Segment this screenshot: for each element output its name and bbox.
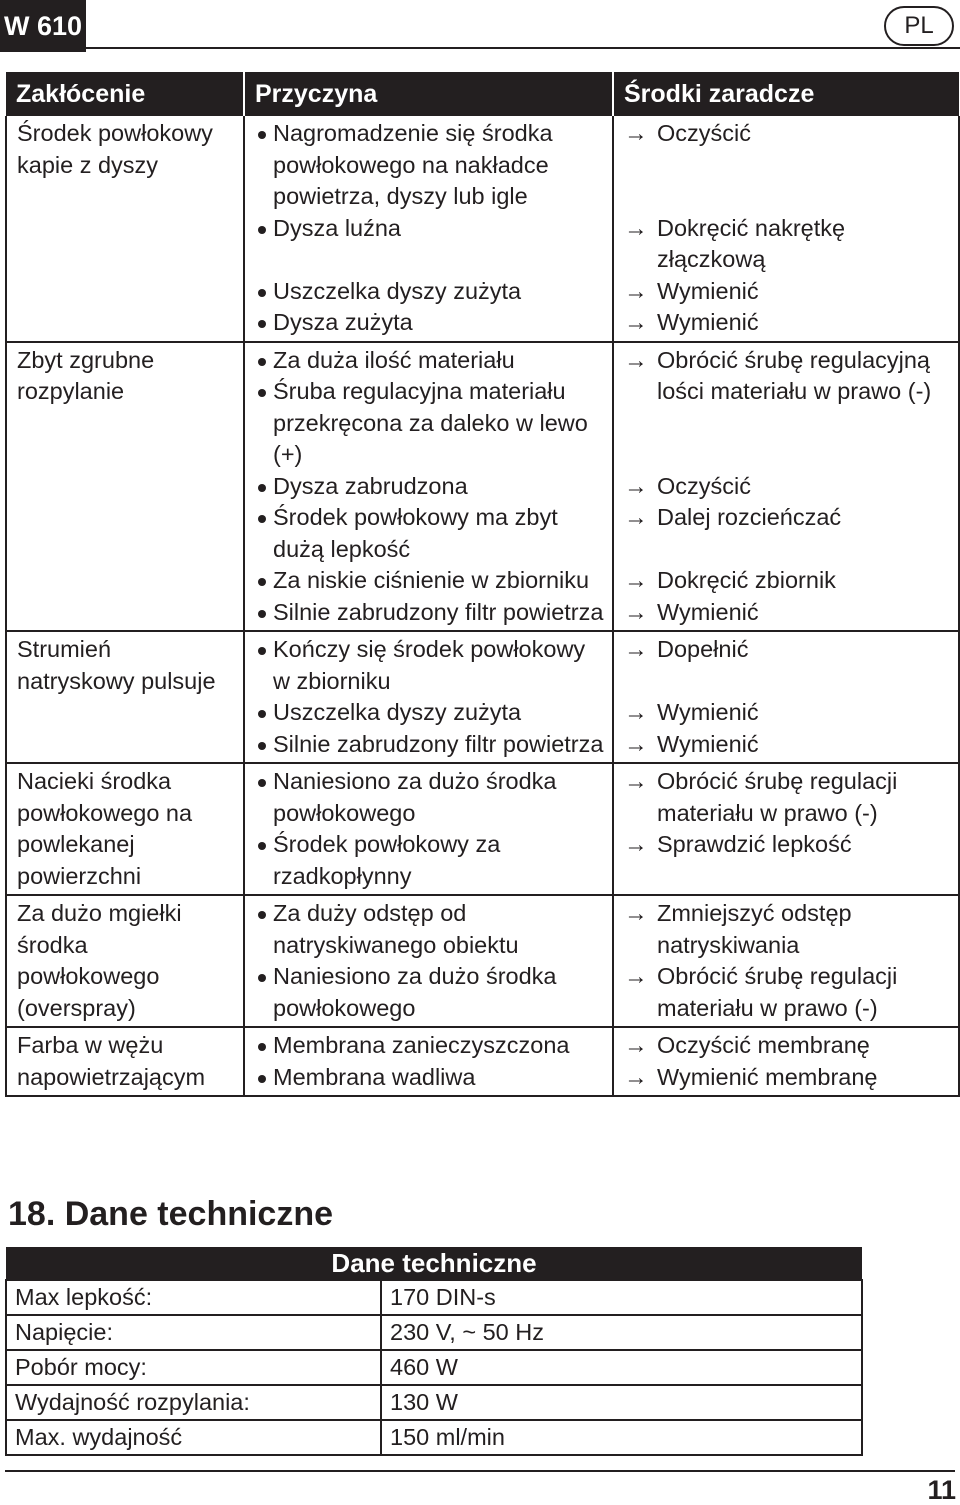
table-row — [6, 1420, 862, 1455]
table-row — [6, 631, 959, 763]
language-badge: PL — [884, 6, 954, 46]
tech-table-header: Dane techniczne — [6, 1247, 862, 1280]
table-row — [6, 342, 959, 632]
remedy-item: → Wymienić membranę — [624, 1062, 950, 1094]
remedy-cell — [613, 1027, 959, 1096]
remedy-cell — [613, 116, 959, 342]
spec-label: Napięcie: — [6, 1315, 381, 1350]
cause-item: Naniesiono za dużo środka powłokowego — [255, 766, 604, 829]
cause-item: Za niskie ciśnienie w zbiorniku — [255, 565, 604, 597]
table-row — [6, 1315, 862, 1350]
tech-header-row — [6, 1247, 862, 1280]
remedy-item: → Obrócić śrubę regulacyjną lości materiału w prawo (-) — [624, 345, 950, 408]
cause-item: Silnie zabrudzony filtr powietrza — [255, 597, 604, 629]
cause-item: Środek powłokowy ma zbyt dużą lepkość — [255, 502, 604, 565]
remedy-cell — [613, 895, 959, 1027]
remedy-item: → Oczyścić membranę — [624, 1030, 950, 1062]
page-number: 11 — [927, 1475, 956, 1505]
remedy-item: → Wymienić — [624, 597, 950, 629]
cause-item: Kończy się środek powłokowy w zbiorniku — [255, 634, 604, 697]
cause-item: Uszczelka dyszy zużyta — [255, 276, 604, 308]
cause-item: Uszczelka dyszy zużyta — [255, 697, 604, 729]
fault-cell: Strumień natryskowy pulsuje — [6, 631, 244, 763]
spec-label: Wydajność rozpylania: — [6, 1385, 381, 1420]
remedy-cell — [613, 342, 959, 632]
remedy-item: → Oczyścić — [624, 118, 950, 150]
spec-label: Max. wydajność — [6, 1420, 381, 1455]
table-row — [6, 116, 959, 342]
remedy-item: → Dalej rozcieńczać — [624, 502, 950, 534]
spec-value: 150 ml/min — [381, 1420, 862, 1455]
remedy-item: → Wymienić — [624, 307, 950, 339]
table-row — [6, 1027, 959, 1096]
header-rule — [86, 47, 960, 49]
cause-item: Dysza zużyta — [255, 307, 604, 339]
remedy-item: → Dokręcić nakrętkę złączkową — [624, 213, 950, 276]
remedy-item: → Sprawdzić lepkość — [624, 829, 950, 861]
remedy-item: → Dokręcić zbiornik — [624, 565, 950, 597]
spec-label: Pobór mocy: — [6, 1350, 381, 1385]
spec-value: 170 DIN-s — [381, 1280, 862, 1315]
fault-cell: Zbyt zgrubne rozpylanie — [6, 342, 244, 632]
remedy-cell — [613, 631, 959, 763]
column-header-fault: Zakłócenie — [6, 72, 244, 116]
fault-cell: Środek powłokowy kapie z dyszy — [6, 116, 244, 342]
model-label: W 610 — [0, 0, 86, 52]
table-row — [6, 895, 959, 1027]
remedy-cell — [613, 763, 959, 895]
troubleshooting-table — [5, 72, 960, 1097]
remedy-item: → Oczyścić — [624, 471, 950, 503]
spec-label: Max lepkość: — [6, 1280, 381, 1315]
cause-item: Za duży odstęp od natryskiwanego obiektu — [255, 898, 604, 961]
spec-value: 460 W — [381, 1350, 862, 1385]
troubleshooting-header-row — [6, 72, 959, 116]
spec-value: 130 W — [381, 1385, 862, 1420]
table-row — [6, 763, 959, 895]
cause-item: Membrana wadliwa — [255, 1062, 604, 1094]
remedy-item: → Obrócić śrubę regulacji materiału w prawo (-) — [624, 961, 950, 1024]
fault-cell: Nacieki środka powłokowego na powlekanej powierzchni — [6, 763, 244, 895]
cause-cell — [244, 763, 613, 895]
remedy-item: → Obrócić śrubę regulacji materiału w prawo (-) — [624, 766, 950, 829]
fault-cell: Farba w wężu napowietrzającym — [6, 1027, 244, 1096]
cause-cell — [244, 342, 613, 632]
column-header-remedy: Środki zaradcze — [613, 72, 959, 116]
cause-cell — [244, 1027, 613, 1096]
footer-rule — [5, 1470, 955, 1472]
cause-cell — [244, 116, 613, 342]
cause-item: Śruba regulacyjna materiału przekręcona za daleko w lewo (+) — [255, 376, 604, 471]
remedy-item: → Dopełnić — [624, 634, 950, 666]
table-row — [6, 1280, 862, 1315]
cause-item: Dysza zabrudzona — [255, 471, 604, 503]
spec-value: 230 V, ~ 50 Hz — [381, 1315, 862, 1350]
cause-item: Za duża ilość materiału — [255, 345, 604, 377]
fault-cell: Za dużo mgiełki środka powłokowego (overspray) — [6, 895, 244, 1027]
cause-cell — [244, 631, 613, 763]
cause-item: Silnie zabrudzony filtr powietrza — [255, 729, 604, 761]
remedy-item: → Wymienić — [624, 729, 950, 761]
remedy-item: → Wymienić — [624, 697, 950, 729]
cause-item: Dysza luźna — [255, 213, 604, 245]
tech-data-table — [5, 1247, 863, 1456]
cause-item: Środek powłokowy za rzadkopłynny — [255, 829, 604, 892]
remedy-item: → Wymienić — [624, 276, 950, 308]
column-header-cause: Przyczyna — [244, 72, 613, 116]
cause-item: Naniesiono za dużo środka powłokowego — [255, 961, 604, 1024]
section-title: 18. Dane techniczne — [8, 1195, 334, 1233]
table-row — [6, 1385, 862, 1420]
cause-item: Nagromadzenie się środka powłokowego na nakładce powietrza, dyszy lub igle — [255, 118, 604, 213]
cause-cell — [244, 895, 613, 1027]
table-row — [6, 1350, 862, 1385]
remedy-item: → Zmniejszyć odstęp natryskiwania — [624, 898, 950, 961]
cause-item: Membrana zanieczyszczona — [255, 1030, 604, 1062]
